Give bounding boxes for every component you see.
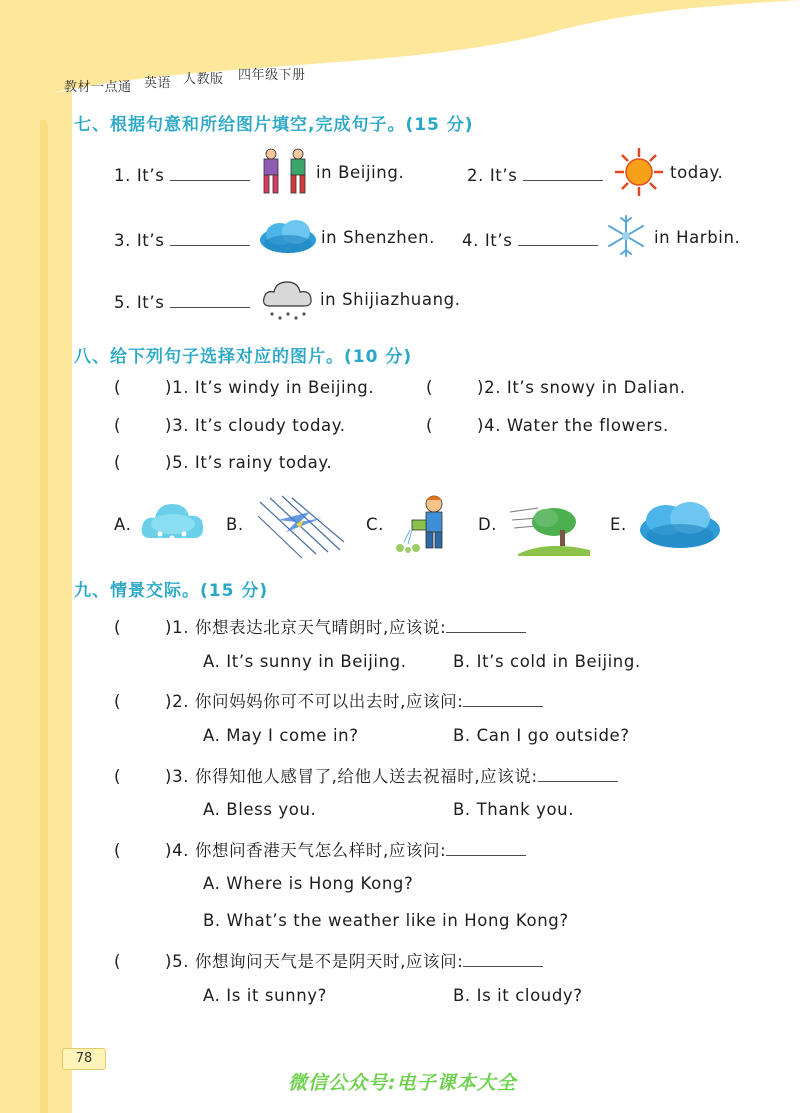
s9-item-3-prompt: ( )3. 你得知他人感冒了,给他人送去祝福时,应该说:: [114, 763, 618, 787]
page-number: 78: [62, 1048, 106, 1070]
s7-item-5-tail: in Shijiazhuang.: [320, 290, 461, 309]
header-book: 教材一点通: [64, 80, 132, 95]
s9-item-2-option-a: A. May I come in?: [203, 726, 359, 745]
answer-paren-open[interactable]: (: [426, 378, 434, 397]
answer-blank[interactable]: [518, 228, 598, 246]
answer-blank[interactable]: [538, 764, 618, 782]
watermark: 微信公众号:电子课本大全: [288, 1072, 517, 1094]
answer-blank[interactable]: [170, 163, 250, 181]
option-d-label: D.: [478, 515, 498, 534]
s9-item-4-option-b: B. What’s the weather like in Hong Kong?: [203, 911, 569, 930]
s7-item-1: 1. It’s: [114, 163, 250, 185]
s9-item-4-prompt: ( )4. 你想问香港天气怎么样时,应该问:: [114, 837, 526, 861]
s7-item-4: 4. It’s: [462, 228, 598, 250]
cloud-icon: [258, 218, 318, 256]
s9-item-1-option-b: B. It’s cold in Beijing.: [453, 652, 641, 671]
s7-item-2-tail: today.: [670, 163, 724, 182]
s7-item-1-tail: in Beijing.: [316, 163, 405, 182]
answer-blank[interactable]: [446, 615, 526, 633]
header-grade: 四年级下册: [238, 68, 306, 83]
answer-blank[interactable]: [170, 228, 250, 246]
section7-title: 七、根据句意和所给图片填空,完成句子。(15 分): [74, 115, 474, 135]
option-a-label: A.: [114, 515, 132, 534]
cold-people-icon: [258, 146, 314, 198]
s9-item-1-option-a: A. It’s sunny in Beijing.: [203, 652, 407, 671]
s8-item-4: ( )4. Water the flowers.: [426, 416, 669, 435]
s7-item-4-tail: in Harbin.: [654, 228, 741, 247]
s7-item-5: 5. It’s: [114, 290, 250, 312]
section9-title: 九、情景交际。(15 分): [74, 581, 269, 601]
answer-blank[interactable]: [463, 949, 543, 967]
answer-paren-open[interactable]: (: [114, 692, 122, 711]
s9-item-3-option-b: B. Thank you.: [453, 800, 575, 819]
s9-item-3-option-a: A. Bless you.: [203, 800, 317, 819]
header-subject: 英语: [144, 76, 172, 91]
s9-item-5-prompt: ( )5. 你想询问天气是不是阴天时,应该问:: [114, 948, 543, 972]
s7-item-3: 3. It’s: [114, 228, 250, 250]
header-edition: 人教版: [183, 72, 224, 87]
windy-tree-icon: [508, 494, 592, 556]
answer-paren-open[interactable]: (: [114, 378, 122, 397]
answer-blank[interactable]: [446, 838, 526, 856]
s8-item-5: ( )5. It’s rainy today.: [114, 453, 333, 472]
s8-item-3: ( )3. It’s cloudy today.: [114, 416, 346, 435]
answer-paren-open[interactable]: (: [114, 618, 122, 637]
answer-blank[interactable]: [523, 163, 603, 181]
watering-boy-icon: [392, 490, 462, 556]
rain-storm-icon: [256, 494, 346, 560]
answer-paren-open[interactable]: (: [114, 841, 122, 860]
sun-icon: [614, 147, 664, 197]
option-c-label: C.: [366, 515, 384, 534]
cloud-icon: [636, 496, 722, 552]
answer-paren-open[interactable]: (: [426, 416, 434, 435]
s8-item-1: ( )1. It’s windy in Beijing.: [114, 378, 375, 397]
s7-item-3-tail: in Shenzhen.: [321, 228, 435, 247]
answer-paren-open[interactable]: (: [114, 952, 122, 971]
answer-blank[interactable]: [170, 290, 250, 308]
s9-item-5-option-b: B. Is it cloudy?: [453, 986, 583, 1005]
answer-blank[interactable]: [463, 689, 543, 707]
s8-item-2: ( )2. It’s snowy in Dalian.: [426, 378, 686, 397]
option-e-label: E.: [610, 515, 627, 534]
answer-paren-open[interactable]: (: [114, 767, 122, 786]
s9-item-5-option-a: A. Is it sunny?: [203, 986, 327, 1005]
s9-item-4-option-a: A. Where is Hong Kong?: [203, 874, 414, 893]
s9-item-2-prompt: ( )2. 你问妈妈你可不可以出去时,应该问:: [114, 688, 543, 712]
answer-paren-open[interactable]: (: [114, 453, 122, 472]
section8-title: 八、给下列句子选择对应的图片。(10 分): [74, 347, 413, 367]
rain-cloud-icon: [260, 274, 314, 324]
snow-cloud-icon: [140, 494, 206, 554]
answer-paren-open[interactable]: (: [114, 416, 122, 435]
s9-item-2-option-b: B. Can I go outside?: [453, 726, 630, 745]
s7-item-2: 2. It’s: [467, 163, 603, 185]
snowflake-icon: [604, 214, 648, 258]
s9-item-1-prompt: ( )1. 你想表达北京天气晴朗时,应该说:: [114, 614, 526, 638]
option-b-label: B.: [226, 515, 244, 534]
